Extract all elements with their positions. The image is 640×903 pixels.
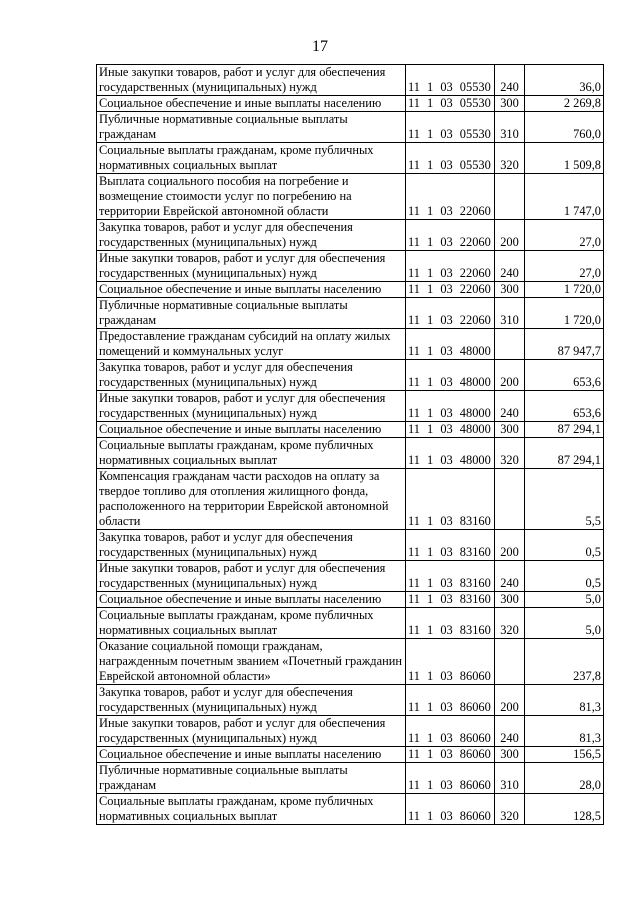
row-name-cell: Предоставление гражданам субсидий на оплату жилых помещений и коммунальных услуг	[97, 329, 406, 360]
row-name-cell: Социальные выплаты гражданам, кроме публичных нормативных социальных выплат	[97, 794, 406, 825]
row-code-cell: 11 1 03 48000	[406, 329, 495, 360]
table-row	[97, 174, 604, 220]
table-row	[97, 716, 604, 747]
row-name-cell: Социальные выплаты гражданам, кроме публичных нормативных социальных выплат	[97, 143, 406, 174]
row-code-cell: 11 1 03 86060	[406, 639, 495, 685]
row-code-cell: 11 1 03 83160	[406, 608, 495, 639]
row-sum-cell: 1 509,8	[525, 143, 604, 174]
table-row	[97, 360, 604, 391]
row-type-cell: 240	[495, 65, 525, 96]
row-type-cell: 320	[495, 438, 525, 469]
row-type-cell: 310	[495, 763, 525, 794]
row-sum-cell: 128,5	[525, 794, 604, 825]
row-sum-cell: 5,0	[525, 608, 604, 639]
row-sum-cell: 2 269,8	[525, 96, 604, 112]
row-code-cell: 11 1 03 86060	[406, 747, 495, 763]
row-type-cell: 320	[495, 794, 525, 825]
table-row	[97, 112, 604, 143]
row-name-cell: Закупка товаров, работ и услуг для обеспечения государственных (муниципальных) нужд	[97, 530, 406, 561]
row-sum-cell: 237,8	[525, 639, 604, 685]
row-code-cell: 11 1 03 22060	[406, 251, 495, 282]
row-code-cell: 11 1 03 48000	[406, 438, 495, 469]
row-sum-cell: 1 720,0	[525, 282, 604, 298]
row-code-cell: 11 1 03 83160	[406, 469, 495, 530]
row-code-cell: 11 1 03 05530	[406, 65, 495, 96]
row-sum-cell: 5,5	[525, 469, 604, 530]
row-type-cell: 300	[495, 592, 525, 608]
row-code-cell: 11 1 03 48000	[406, 391, 495, 422]
row-sum-cell: 1 747,0	[525, 174, 604, 220]
row-name-cell: Социальное обеспечение и иные выплаты населению	[97, 96, 406, 112]
row-type-cell: 300	[495, 747, 525, 763]
row-type-cell: 300	[495, 422, 525, 438]
row-code-cell: 11 1 03 05530	[406, 143, 495, 174]
row-code-cell: 11 1 03 05530	[406, 112, 495, 143]
row-name-cell: Выплата социального пособия на погребение и возмещение стоимости услуг по погребению на территории Еврейской автономной области	[97, 174, 406, 220]
row-type-cell: 310	[495, 112, 525, 143]
row-name-cell: Публичные нормативные социальные выплаты гражданам	[97, 112, 406, 143]
table-row	[97, 96, 604, 112]
row-name-cell: Социальное обеспечение и иные выплаты населению	[97, 747, 406, 763]
table-row	[97, 763, 604, 794]
table-row	[97, 639, 604, 685]
table-row	[97, 592, 604, 608]
row-name-cell: Социальные выплаты гражданам, кроме публичных нормативных социальных выплат	[97, 438, 406, 469]
table-row	[97, 469, 604, 530]
row-type-cell	[495, 329, 525, 360]
row-code-cell: 11 1 03 83160	[406, 592, 495, 608]
row-code-cell: 11 1 03 22060	[406, 298, 495, 329]
row-code-cell: 11 1 03 86060	[406, 794, 495, 825]
row-sum-cell: 87 947,7	[525, 329, 604, 360]
row-name-cell: Иные закупки товаров, работ и услуг для обеспечения государственных (муниципальных) нужд	[97, 391, 406, 422]
table-row	[97, 391, 604, 422]
table-row	[97, 422, 604, 438]
table-row	[97, 530, 604, 561]
row-code-cell: 11 1 03 22060	[406, 282, 495, 298]
row-sum-cell: 27,0	[525, 251, 604, 282]
row-sum-cell: 28,0	[525, 763, 604, 794]
budget-table	[96, 64, 604, 825]
table-row	[97, 298, 604, 329]
row-sum-cell: 5,0	[525, 592, 604, 608]
row-name-cell: Социальное обеспечение и иные выплаты населению	[97, 282, 406, 298]
row-name-cell: Закупка товаров, работ и услуг для обеспечения государственных (муниципальных) нужд	[97, 220, 406, 251]
table-row	[97, 747, 604, 763]
row-type-cell: 200	[495, 360, 525, 391]
row-name-cell: Иные закупки товаров, работ и услуг для обеспечения государственных (муниципальных) нужд	[97, 251, 406, 282]
row-name-cell: Закупка товаров, работ и услуг для обеспечения государственных (муниципальных) нужд	[97, 360, 406, 391]
table-row	[97, 251, 604, 282]
row-sum-cell: 87 294,1	[525, 438, 604, 469]
row-type-cell: 200	[495, 685, 525, 716]
row-sum-cell: 27,0	[525, 220, 604, 251]
row-type-cell	[495, 469, 525, 530]
row-sum-cell: 653,6	[525, 391, 604, 422]
table-row	[97, 794, 604, 825]
table-row	[97, 608, 604, 639]
row-name-cell: Социальное обеспечение и иные выплаты населению	[97, 592, 406, 608]
row-name-cell: Закупка товаров, работ и услуг для обеспечения государственных (муниципальных) нужд	[97, 685, 406, 716]
row-name-cell: Публичные нормативные социальные выплаты гражданам	[97, 298, 406, 329]
row-type-cell: 240	[495, 391, 525, 422]
row-code-cell: 11 1 03 86060	[406, 763, 495, 794]
row-name-cell: Компенсация гражданам части расходов на оплату за твердое топливо для отопления жилищного фонда, расположенного на территории Еврейской автономной области	[97, 469, 406, 530]
row-type-cell: 240	[495, 251, 525, 282]
row-sum-cell: 1 720,0	[525, 298, 604, 329]
page-number: 17	[312, 38, 328, 55]
row-sum-cell: 653,6	[525, 360, 604, 391]
row-name-cell: Социальные выплаты гражданам, кроме публичных нормативных социальных выплат	[97, 608, 406, 639]
table-row	[97, 438, 604, 469]
row-type-cell: 320	[495, 143, 525, 174]
row-code-cell: 11 1 03 48000	[406, 422, 495, 438]
row-type-cell: 320	[495, 608, 525, 639]
budget-table-body	[97, 65, 604, 825]
row-type-cell: 240	[495, 561, 525, 592]
table-row	[97, 685, 604, 716]
row-name-cell: Иные закупки товаров, работ и услуг для обеспечения государственных (муниципальных) нужд	[97, 561, 406, 592]
row-code-cell: 11 1 03 48000	[406, 360, 495, 391]
table-row	[97, 282, 604, 298]
row-type-cell: 310	[495, 298, 525, 329]
row-name-cell: Иные закупки товаров, работ и услуг для обеспечения государственных (муниципальных) нужд	[97, 65, 406, 96]
row-type-cell: 200	[495, 220, 525, 251]
row-code-cell: 11 1 03 05530	[406, 96, 495, 112]
row-sum-cell: 0,5	[525, 530, 604, 561]
row-type-cell: 300	[495, 96, 525, 112]
row-name-cell: Публичные нормативные социальные выплаты гражданам	[97, 763, 406, 794]
row-sum-cell: 81,3	[525, 716, 604, 747]
row-code-cell: 11 1 03 22060	[406, 174, 495, 220]
table-row	[97, 329, 604, 360]
row-sum-cell: 760,0	[525, 112, 604, 143]
row-code-cell: 11 1 03 83160	[406, 561, 495, 592]
table-row	[97, 220, 604, 251]
row-type-cell: 300	[495, 282, 525, 298]
row-sum-cell: 36,0	[525, 65, 604, 96]
row-code-cell: 11 1 03 22060	[406, 220, 495, 251]
row-code-cell: 11 1 03 86060	[406, 716, 495, 747]
table-row	[97, 561, 604, 592]
row-sum-cell: 87 294,1	[525, 422, 604, 438]
row-name-cell: Социальное обеспечение и иные выплаты населению	[97, 422, 406, 438]
table-row	[97, 143, 604, 174]
row-sum-cell: 0,5	[525, 561, 604, 592]
row-name-cell: Иные закупки товаров, работ и услуг для обеспечения государственных (муниципальных) нужд	[97, 716, 406, 747]
row-name-cell: Оказание социальной помощи гражданам, награжденным почетным званием «Почетный гражданин Еврейской автономной области»	[97, 639, 406, 685]
table-row	[97, 65, 604, 96]
row-type-cell: 200	[495, 530, 525, 561]
row-type-cell	[495, 639, 525, 685]
row-code-cell: 11 1 03 86060	[406, 685, 495, 716]
row-sum-cell: 156,5	[525, 747, 604, 763]
row-type-cell: 240	[495, 716, 525, 747]
row-sum-cell: 81,3	[525, 685, 604, 716]
row-type-cell	[495, 174, 525, 220]
row-code-cell: 11 1 03 83160	[406, 530, 495, 561]
